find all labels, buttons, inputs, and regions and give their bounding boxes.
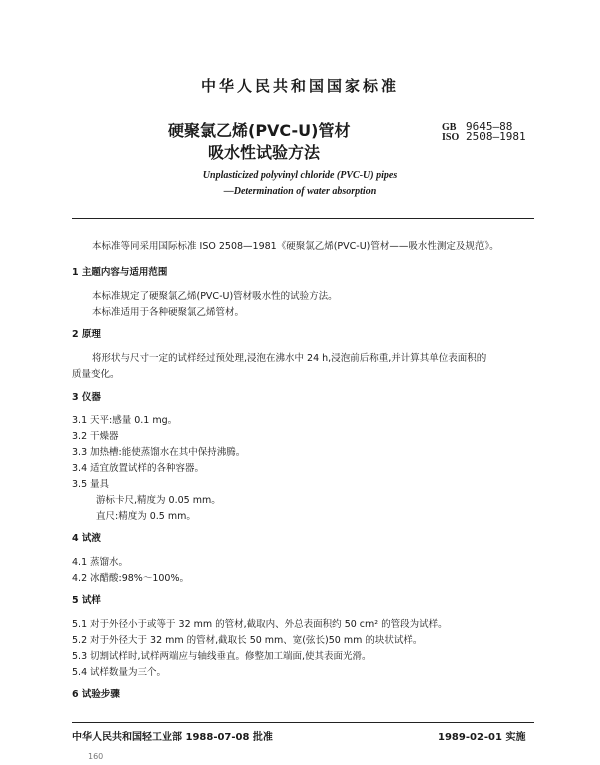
approval-statement: 中华人民共和国轻工业部 1988-07-08 批准 <box>72 732 273 743</box>
section-2-paragraph-line-2: 质量变化。 <box>72 369 120 380</box>
section-6-heading: 6 试验步骤 <box>72 689 120 700</box>
item-number: 3.3 <box>72 447 88 458</box>
item-number: 3.1 <box>72 415 88 426</box>
section-3-item <box>72 412 177 426</box>
section-5-item <box>72 664 166 678</box>
iso-number-label: ISO <box>442 132 460 143</box>
section-3-heading: 3 仪器 <box>72 392 101 403</box>
intro-paragraph: 本标准等同采用国际标准 ISO 2508—1981《硬聚氯乙烯(PVC-U)管材——吸水性测定及规范》。 <box>92 241 499 252</box>
section-1-paragraph-2: 本标准适用于各种硬聚氯乙烯管材。 <box>92 307 245 318</box>
section-4-item <box>72 570 189 584</box>
section-4-item <box>72 554 128 568</box>
item-text: 切割试样时,试样两端应与轴线垂直。修整加工端面,使其表面光滑。 <box>90 651 372 662</box>
iso-number <box>442 131 526 143</box>
section-3-item <box>72 460 204 474</box>
section-3-item <box>72 444 245 458</box>
item-number: 3.4 <box>72 463 88 474</box>
item-number: 5.3 <box>72 651 88 662</box>
section-5-item <box>72 616 448 630</box>
item-text: 蒸馏水。 <box>90 557 129 568</box>
item-text: 对于外径大于 32 mm 的管材,截取长 50 mm、宽(弦长)50 mm 的块状试样。 <box>90 635 423 646</box>
footer-divider <box>72 722 534 723</box>
section-2-paragraph-line-1: 将形状与尺寸一定的试样经过预处理,浸泡在沸水中 24 h,浸泡前后称重,并计算其单位表面积的 <box>92 353 487 364</box>
document-org-header: 中华人民共和国国家标准 <box>200 77 399 95</box>
header-divider <box>72 218 534 219</box>
standard-number-label: GB <box>442 122 457 133</box>
item-number: 4.2 <box>72 573 88 584</box>
item-number: 3.2 <box>72 431 88 442</box>
item-text: 量具 <box>90 479 110 490</box>
item-text: 干燥器 <box>90 431 119 442</box>
section-4-heading: 4 试液 <box>72 533 101 544</box>
section-5-heading: 5 试样 <box>72 595 101 606</box>
item-text: 加热槽:能使蒸馏水在其中保持沸腾。 <box>90 447 246 458</box>
item-text: 适宜放置试样的各种容器。 <box>90 463 205 474</box>
implementation-date: 1989-02-01 实施 <box>438 732 526 743</box>
item-number: 3.5 <box>72 479 88 490</box>
section-3-sub-item-1: 游标卡尺,精度为 0.05 mm。 <box>96 495 221 506</box>
item-number: 5.1 <box>72 619 88 630</box>
section-2-heading: 2 原理 <box>72 329 101 340</box>
item-text: 试样数量为三个。 <box>90 667 167 678</box>
section-5-item <box>72 632 422 646</box>
english-title-line-1: Unplasticized polyvinyl chloride (PVC-U) pipes <box>202 170 398 181</box>
section-3-item <box>72 476 109 490</box>
page-number: 160 <box>88 752 104 761</box>
section-5-item <box>72 648 372 662</box>
section-1-heading: 1 主题内容与适用范围 <box>72 267 168 278</box>
section-3-sub-item-2: 直尺:精度为 0.5 mm。 <box>96 511 196 522</box>
item-number: 4.1 <box>72 557 88 568</box>
title-line-1: 硬聚氯乙烯(PVC-U)管材 <box>168 121 351 140</box>
english-title-line-2: —Determination of water absorption <box>223 186 377 197</box>
item-text: 对于外径小于或等于 32 mm 的管材,截取内、外总表面积约 50 cm² 的管段为试样。 <box>90 619 448 630</box>
section-1-paragraph-1: 本标准规定了硬聚氯乙烯(PVC-U)管材吸水性的试验方法。 <box>92 291 338 302</box>
title-line-2: 吸水性试验方法 <box>208 143 321 162</box>
item-number: 5.4 <box>72 667 88 678</box>
item-text: 冰醋酸:98%～100%。 <box>90 573 189 584</box>
iso-number-value: 2508—1981 <box>466 130 526 143</box>
item-text: 天平:感量 0.1 mg。 <box>90 415 178 426</box>
section-3-item <box>72 428 119 442</box>
standard-number-value: 9645—88 <box>466 120 513 133</box>
item-number: 5.2 <box>72 635 88 646</box>
